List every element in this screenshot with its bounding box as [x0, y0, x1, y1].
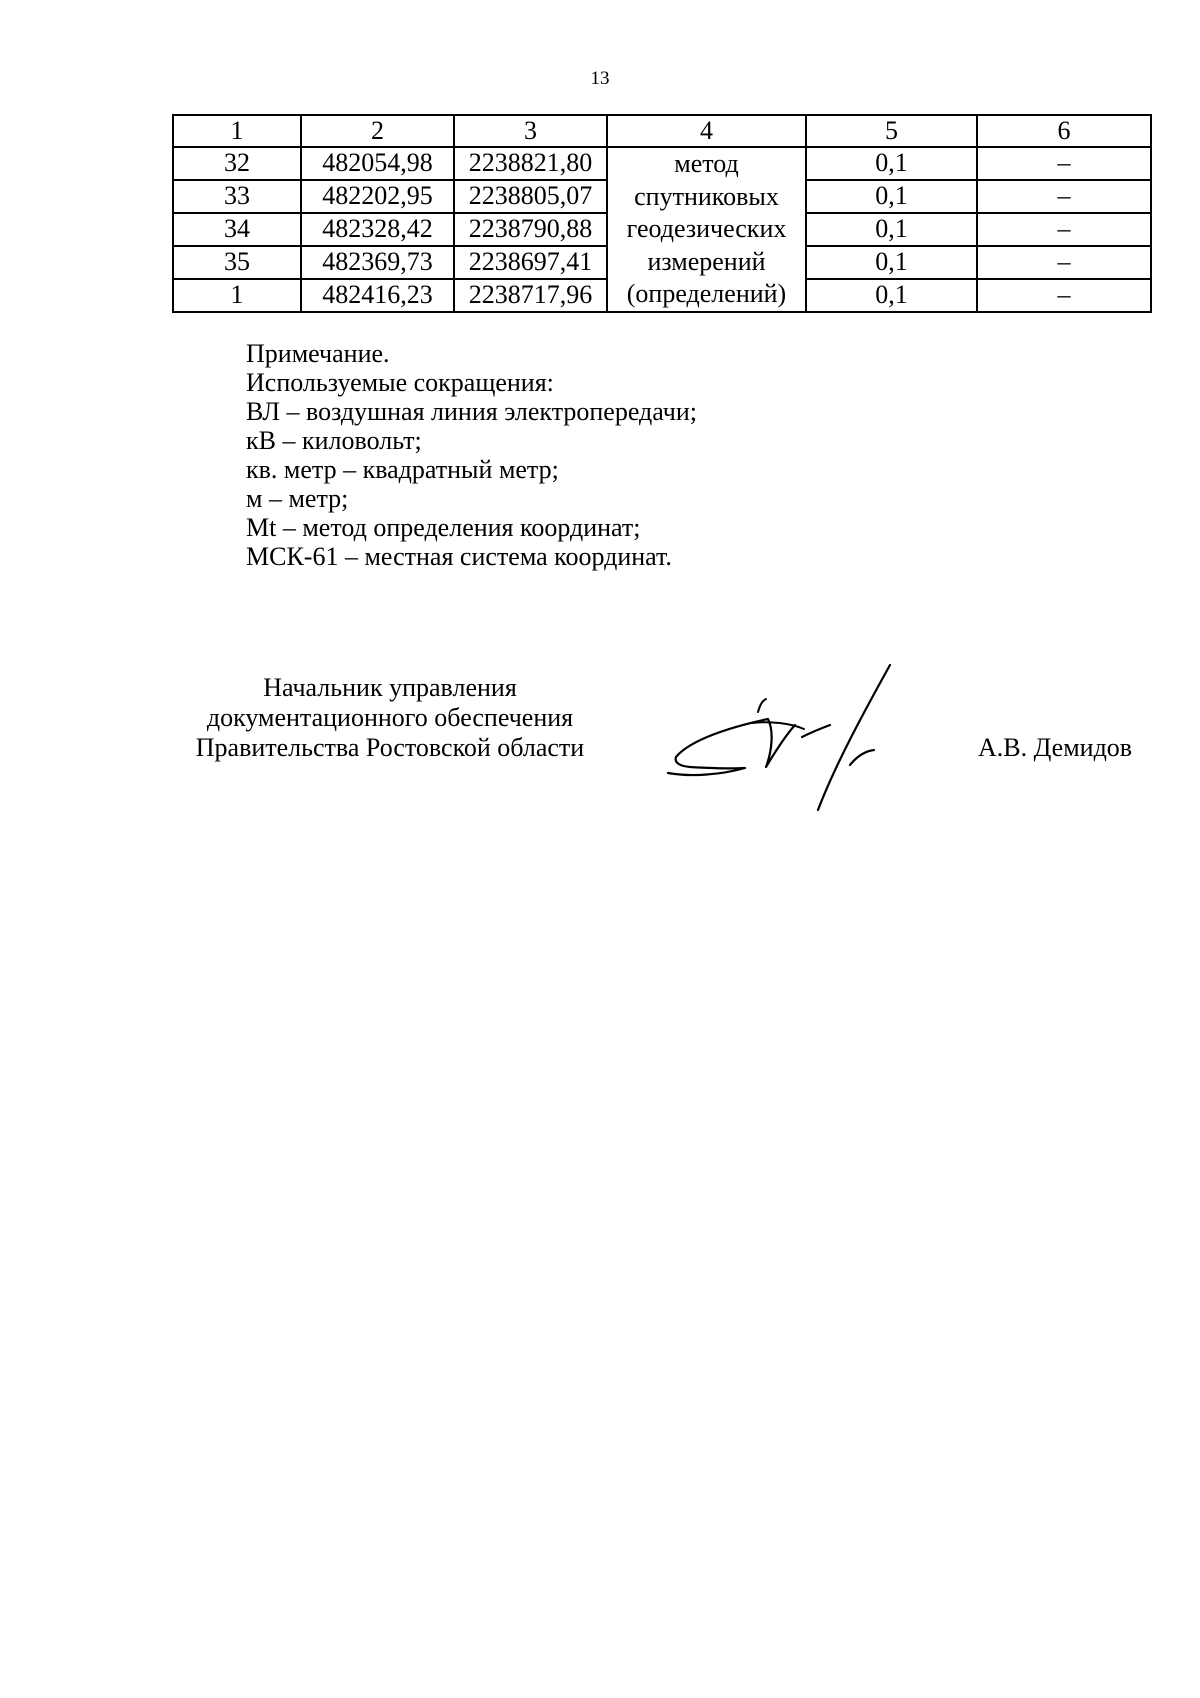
abbreviation-item: Mt – метод определения координат;: [246, 513, 641, 542]
signer-name: А.В. Демидов: [978, 733, 1133, 762]
abbreviation-item: ВЛ – воздушная линия электропередачи;: [246, 397, 697, 426]
position-line: документационного обеспечения: [206, 703, 574, 732]
header-cell: 3: [454, 115, 607, 147]
handwritten-signature: [650, 655, 940, 820]
accuracy-cell: 0,1: [806, 279, 977, 312]
signer-position: [170, 673, 610, 763]
accuracy-cell: 0,1: [806, 213, 977, 246]
header-cell: 6: [977, 115, 1151, 147]
x-coordinate-cell: 482328,42: [301, 213, 454, 246]
x-coordinate-cell: 482054,98: [301, 147, 454, 180]
x-coordinate-cell: 482416,23: [301, 279, 454, 312]
description-cell: –: [977, 147, 1151, 180]
position-line: Начальник управления: [263, 673, 517, 702]
point-number-cell: 32: [173, 147, 301, 180]
method-line: геодезических: [626, 214, 787, 243]
accuracy-cell: 0,1: [806, 180, 977, 213]
description-cell: –: [977, 279, 1151, 312]
description-cell: –: [977, 213, 1151, 246]
notes-block: [246, 339, 697, 571]
method-line: спутниковых: [634, 181, 779, 211]
abbreviation-item: кв. метр – квадратный метр;: [246, 455, 559, 484]
y-coordinate-cell: 2238790,88: [454, 213, 607, 246]
point-number-cell: 34: [173, 213, 301, 246]
accuracy-cell: 0,1: [806, 147, 977, 180]
method-line: измерений: [647, 246, 766, 276]
point-number-cell: 33: [173, 180, 301, 213]
notes-title: Примечание.: [246, 339, 390, 368]
description-cell: –: [977, 180, 1151, 213]
method-cell: [607, 147, 806, 312]
method-line: метод: [674, 149, 739, 178]
method-line: (определений): [626, 279, 787, 308]
header-cell: 1: [173, 115, 301, 147]
abbreviation-item: МСК-61 – местная система координат.: [246, 542, 672, 571]
y-coordinate-cell: 2238697,41: [454, 246, 607, 279]
y-coordinate-cell: 2238821,80: [454, 147, 607, 180]
x-coordinate-cell: 482369,73: [301, 246, 454, 279]
accuracy-cell: 0,1: [806, 246, 977, 279]
position-line: Правительства Ростовской области: [195, 733, 585, 762]
abbreviation-item: кВ – киловольт;: [246, 426, 422, 455]
x-coordinate-cell: 482202,95: [301, 180, 454, 213]
header-cell: 4: [607, 115, 806, 147]
point-number-cell: 1: [173, 279, 301, 312]
y-coordinate-cell: 2238717,96: [454, 279, 607, 312]
table-row: [173, 147, 1151, 180]
page-number: 13: [590, 68, 610, 89]
y-coordinate-cell: 2238805,07: [454, 180, 607, 213]
table-header-row: [173, 115, 1151, 147]
point-number-cell: 35: [173, 246, 301, 279]
header-cell: 2: [301, 115, 454, 147]
notes-intro: Используемые сокращения:: [246, 368, 554, 397]
description-cell: –: [977, 246, 1151, 279]
abbreviation-item: м – метр;: [246, 484, 349, 513]
coordinates-table: [172, 114, 1152, 313]
header-cell: 5: [806, 115, 977, 147]
